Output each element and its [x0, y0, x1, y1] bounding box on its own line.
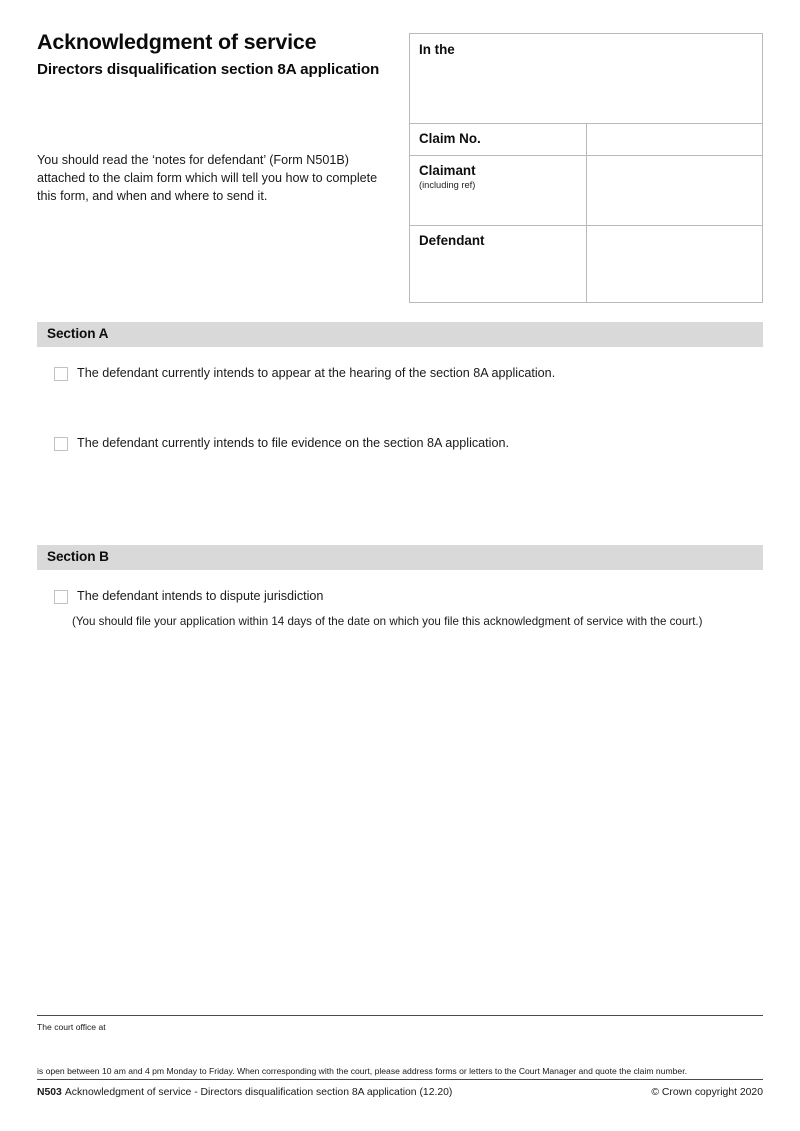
checkbox-dispute-jurisdiction[interactable]: [54, 590, 68, 604]
claimant-field[interactable]: [586, 156, 763, 226]
claim-no-label: Claim No.: [410, 124, 587, 156]
checkbox-label-appear-at-hearing: The defendant currently intends to appear at the hearing of the section 8A application.: [77, 366, 556, 380]
intro-paragraph: You should read the ‘notes for defendant’ (Form N501B) attached to the claim form which will tell you how to complete this form, and when and where to send it.: [37, 153, 378, 203]
checkbox-label-file-evidence: The defendant currently intends to file evidence on the section 8A application.: [77, 436, 509, 450]
court-office-label: The court office at: [37, 1022, 106, 1032]
court-office-line: [37, 1016, 763, 1033]
page-title: Acknowledgment of service: [37, 30, 317, 54]
in-the-cell[interactable]: [410, 34, 763, 124]
checkbox-appear-at-hearing[interactable]: [54, 367, 68, 381]
section-b-header: [37, 545, 763, 570]
page-content: [37, 0, 763, 1131]
checkbox-row-appear-at-hearing[interactable]: [37, 365, 763, 382]
claim-no-field[interactable]: [586, 124, 763, 156]
section-a-heading: Section A: [47, 326, 109, 341]
checkbox-row-dispute-jurisdiction[interactable]: [37, 588, 763, 630]
form-description: Acknowledgment of service - Directors disqualification section 8A application (12.20): [64, 1087, 453, 1098]
page-subtitle: Directors disqualification section 8A application: [37, 61, 380, 79]
court-opening-hours: is open between 10 am and 4 pm Monday to Friday. When corresponding with the court, please address forms or letters to the Court Manager and quote the claim number.: [37, 1066, 687, 1076]
checkbox-file-evidence[interactable]: [54, 437, 68, 451]
footer-court-office: [37, 1015, 763, 1076]
copyright-notice: © Crown copyright 2020: [651, 1087, 763, 1098]
dispute-jurisdiction-note: (You should file your application within 14 days of the date on which you file this acknowledgment of service with the court.): [72, 615, 703, 628]
table-row-defendant: [410, 226, 763, 303]
court-details-table: [409, 33, 763, 303]
defendant-field[interactable]: [586, 226, 763, 303]
claimant-label-cell: [410, 156, 587, 226]
footer-meta: [37, 1080, 763, 1098]
section-b-heading: Section B: [47, 549, 109, 564]
section-a-header: [37, 322, 763, 347]
table-row-claimant: [410, 156, 763, 226]
in-the-label: In the: [419, 42, 455, 57]
defendant-label: Defendant: [410, 226, 587, 303]
header-zone: [37, 30, 763, 295]
table-row-in-the: [410, 34, 763, 124]
claimant-label: Claimant: [419, 163, 476, 178]
footer-meta-bar: [37, 1079, 763, 1098]
checkbox-row-file-evidence[interactable]: [37, 435, 763, 452]
form-code: N503: [37, 1087, 62, 1098]
footer-form-identity: [37, 1087, 452, 1098]
claimant-sub-label: (including ref): [419, 180, 476, 191]
title-block: [37, 30, 392, 79]
checkbox-label-dispute-jurisdiction: The defendant intends to dispute jurisdiction: [77, 589, 324, 603]
table-row-claim-no: [410, 124, 763, 156]
